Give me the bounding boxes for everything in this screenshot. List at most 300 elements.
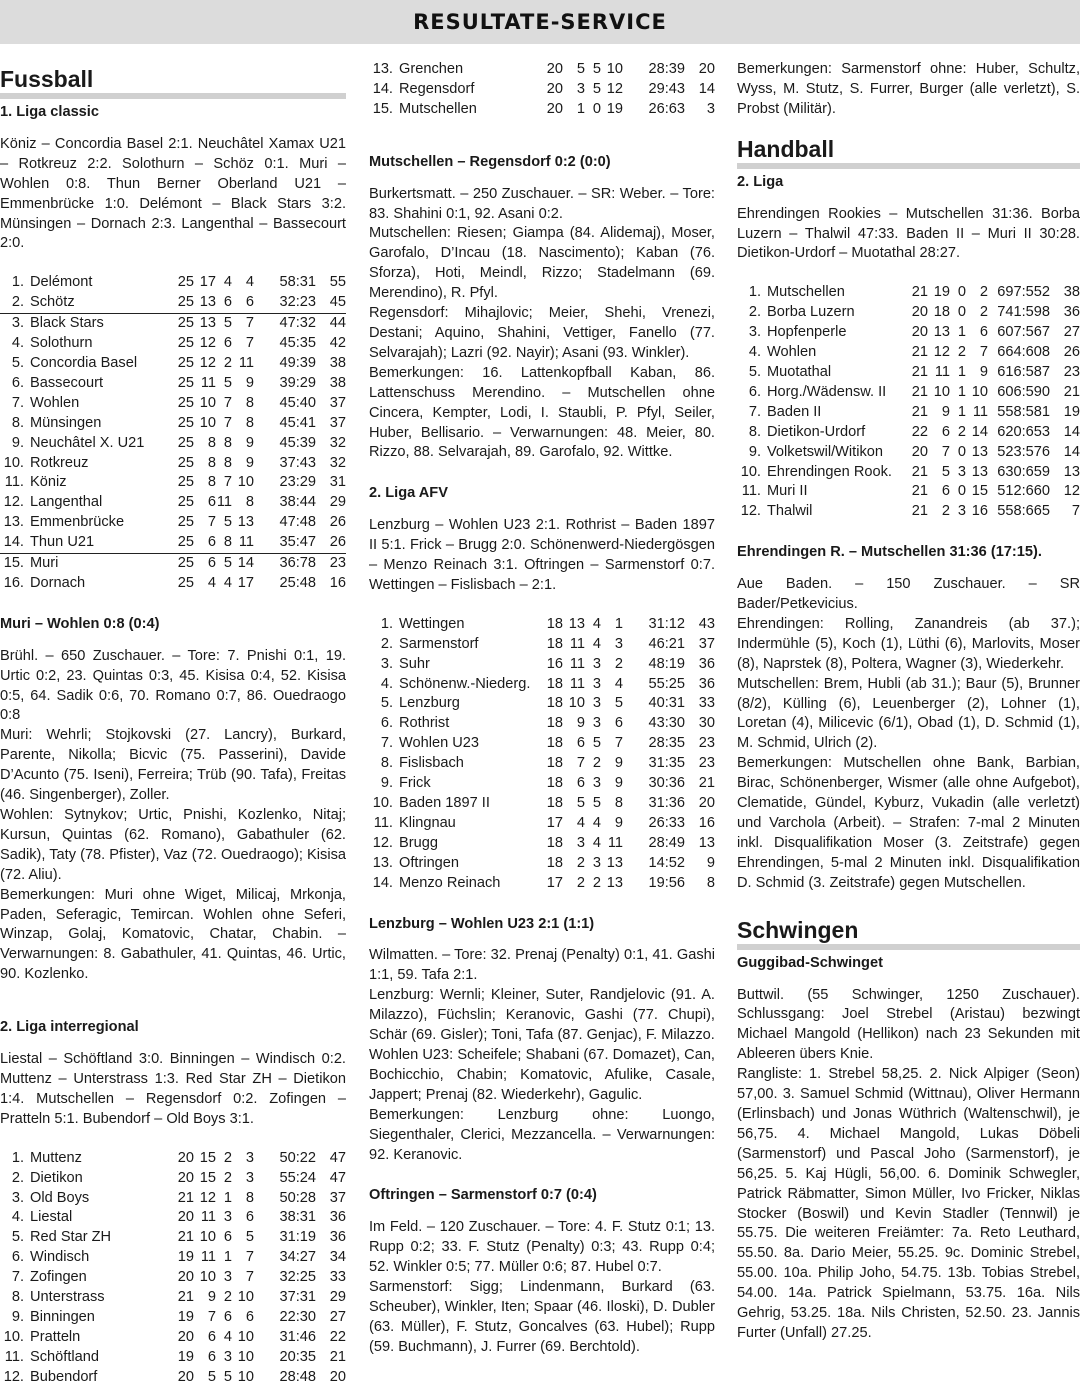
- stat-cell: 607:567: [997, 324, 1050, 341]
- rank-cell: 8.: [11, 414, 24, 431]
- rank-cell: 7.: [11, 394, 24, 411]
- team-cell: Hopfenperle: [767, 324, 847, 341]
- stat-cell: 29: [329, 494, 346, 511]
- stat-cell: 4: [223, 274, 232, 291]
- stat-cell: 6: [576, 775, 585, 792]
- table-row: [0, 1149, 346, 1169]
- team-cell: Old Boys: [30, 1189, 90, 1206]
- stat-cell: 616:587: [997, 363, 1050, 380]
- stat-cell: 45: [316, 293, 346, 313]
- stat-cell: 4: [223, 1328, 232, 1345]
- stat-cell: 4: [592, 615, 601, 632]
- stat-cell: 15: [199, 1169, 216, 1186]
- rank-cell: 11.: [4, 474, 24, 491]
- match-report: Burkertsmatt. – 250 Zuschauer. – SR: Weber. – Tore: 83. Shahini 0:1, 92. Asani 0:2.: [369, 185, 715, 222]
- stat-cell: 50:28: [279, 1189, 316, 1206]
- lineup-wohlen-u23: Wohlen U23: Scheifele; Shabani (67. Domazet), Can, Bochicchio, Chabin; Komatovic, Afulike, Casale, Jappert; Prenaj (82. Wiederkehr), Gagulic.: [369, 1046, 715, 1103]
- stat-cell: 20:35: [279, 1348, 316, 1365]
- team-cell: Mutschellen: [767, 284, 845, 301]
- table-row: [737, 363, 1080, 383]
- subheading-liga2i: 2. Liga interregional: [0, 1019, 139, 1036]
- team-cell: Emmenbrücke: [30, 514, 125, 531]
- stat-cell: 14: [1063, 443, 1080, 460]
- stat-cell: 43:30: [648, 715, 685, 732]
- table-row: [737, 343, 1080, 363]
- stat-cell: 1: [223, 1249, 232, 1266]
- table-row: [369, 80, 715, 100]
- stat-cell: 3: [957, 503, 966, 520]
- rank-cell: 4.: [380, 675, 393, 692]
- stat-cell: 25: [177, 514, 194, 531]
- stat-cell: 10: [199, 1229, 216, 1246]
- rank-cell: 12.: [740, 503, 761, 520]
- stat-cell: 10: [237, 474, 254, 491]
- stat-cell: 5: [223, 1368, 232, 1385]
- rank-cell: 5.: [11, 1229, 24, 1246]
- team-cell: Suhr: [399, 655, 430, 672]
- rank-cell: 13.: [372, 61, 393, 77]
- rank-cell: 14.: [372, 874, 393, 891]
- stat-cell: 29:43: [648, 80, 685, 97]
- stat-cell: 38: [1063, 284, 1080, 301]
- table-row: [0, 374, 346, 394]
- results-liga2i: Liestal – Schöftland 3:0. Binningen – Windisch 0:2. Muttenz – Unterstrass 1:3. Red Star ZH – Dietikon 1:4. Mutschellen – Regensdorf 0:2. Zofingen – Pratteln 5:1. Bubendorf – Old Boys 3:1.: [0, 1051, 346, 1127]
- table-row: [369, 635, 715, 655]
- stat-cell: 37: [698, 635, 715, 652]
- stat-cell: 18: [546, 795, 563, 811]
- stat-cell: 18: [546, 834, 563, 851]
- lineup-mutschellen: Mutschellen: Brem, Hubli (ab 31.); Baur (5), Brunner (8/2), Külling (6), Leuenberger (2), Lohner (1), Loretan (4), Milicevic (6/1), Obad (1), D. Schmid (1), M. Schmid, Ulrich (2).: [737, 675, 1080, 752]
- match-heading-muri-wohlen: Muri – Wohlen 0:8 (0:4): [0, 615, 160, 632]
- team-cell: Dietikon-Urdorf: [767, 423, 866, 440]
- stat-cell: 14: [237, 555, 254, 572]
- stat-cell: 10: [199, 1269, 216, 1286]
- stat-cell: 16: [971, 503, 988, 520]
- results-liga1: Köniz – Concordia Basel 2:1. Neuchâtel Xamax U21 – Rotkreuz 2:2. Solothurn – Schöz 0:1. Muri – Wohlen 0:8. Thun Berner Oberland U21 – Emmenbrücke 1:0. Delémont – Black Stars 3:2. Münsingen – Dornach 2:3. Langenthal – Bassecourt 2:0.: [0, 135, 346, 252]
- stat-cell: 32: [329, 454, 346, 471]
- team-cell: Volketswil/Witikon: [767, 443, 883, 460]
- stat-cell: 8: [223, 454, 232, 471]
- stat-cell: 21: [911, 483, 928, 500]
- stat-cell: 5: [592, 61, 601, 77]
- stat-cell: 18: [546, 735, 563, 752]
- table-row: [0, 1288, 346, 1308]
- stat-cell: 36: [698, 655, 715, 672]
- stat-cell: 13: [199, 315, 216, 332]
- match-report: Wilmatten. – Tore: 32. Prenaj (Penalty) 0:1, 41. Gashi 1:1, 59. Tafa 2:1.: [369, 947, 715, 984]
- stat-cell: 3: [576, 80, 585, 97]
- stat-cell: 32: [329, 434, 346, 451]
- stat-cell: 6: [245, 1209, 254, 1226]
- standings-table-liga2afv: [369, 615, 715, 894]
- rank-cell: 5.: [380, 695, 393, 712]
- table-row: [737, 383, 1080, 403]
- stat-cell: 7: [245, 315, 254, 332]
- stat-cell: 23:29: [279, 474, 316, 491]
- stat-cell: 11: [200, 1249, 216, 1266]
- stat-cell: 22:30: [279, 1308, 316, 1325]
- team-cell: Binningen: [30, 1308, 95, 1325]
- rank-cell: 10.: [740, 463, 761, 480]
- team-cell: Bubendorf: [30, 1368, 98, 1385]
- rank-cell: 11.: [741, 483, 761, 500]
- stat-cell: 28:49: [648, 834, 685, 851]
- stat-cell: 12: [606, 80, 623, 97]
- stat-cell: 7: [1071, 503, 1080, 520]
- table-row: [0, 293, 346, 313]
- table-row: [369, 854, 715, 874]
- column-3: [737, 60, 1080, 1344]
- table-row: [369, 694, 715, 714]
- stat-cell: 10: [199, 394, 216, 411]
- column-1: [0, 62, 346, 1388]
- stat-cell: 6: [194, 533, 216, 553]
- stat-cell: 25: [177, 374, 194, 391]
- table-row: [737, 423, 1080, 443]
- stat-cell: 7: [223, 414, 232, 431]
- stat-cell: 18: [546, 635, 563, 652]
- stat-cell: 6: [207, 494, 216, 511]
- stat-cell: 30: [698, 715, 715, 732]
- stat-cell: 6: [207, 1328, 216, 1345]
- stat-cell: 7: [245, 1269, 254, 1286]
- stat-cell: 2: [592, 874, 601, 891]
- table-row: [369, 754, 715, 774]
- stat-cell: 5: [576, 795, 585, 811]
- stat-cell: 8: [245, 394, 254, 411]
- rank-cell: 13.: [3, 514, 24, 531]
- stat-cell: 3: [245, 1169, 254, 1186]
- stat-cell: 10: [568, 695, 585, 712]
- stat-cell: 37: [329, 414, 346, 431]
- stat-cell: 14: [1063, 423, 1080, 440]
- stat-cell: 6: [207, 1348, 216, 1365]
- table-row: [369, 675, 715, 695]
- stat-cell: 6: [216, 293, 232, 313]
- table-row: [0, 273, 346, 293]
- column-2: [369, 60, 715, 1358]
- stat-cell: 8: [614, 795, 623, 811]
- stat-cell: 21: [911, 363, 928, 380]
- stat-cell: 36:78: [279, 555, 316, 572]
- rank-cell: 8.: [11, 1289, 24, 1306]
- stat-cell: 10: [933, 383, 950, 400]
- stat-cell: 18: [546, 675, 563, 692]
- table-row: [0, 554, 346, 574]
- team-cell: Unterstrass: [30, 1289, 105, 1306]
- team-cell: Black Stars: [30, 315, 104, 332]
- rank-cell: 9.: [11, 1308, 24, 1325]
- stat-cell: 16: [546, 655, 563, 672]
- table-row: [0, 434, 346, 454]
- stat-cell: 25: [177, 315, 194, 332]
- table-row: [0, 1308, 346, 1328]
- stat-cell: 39:29: [279, 374, 316, 391]
- stat-cell: 7: [614, 735, 623, 752]
- table-row: [0, 394, 346, 414]
- stat-cell: 38:44: [279, 494, 316, 511]
- stat-cell: 5: [614, 695, 623, 712]
- stat-cell: 3: [592, 655, 601, 672]
- stat-cell: 21: [911, 403, 928, 420]
- stat-cell: 23: [698, 755, 715, 772]
- team-cell: Klingnau: [399, 814, 456, 831]
- rank-cell: 3.: [11, 1189, 24, 1206]
- lineup-lenzburg: Lenzburg: Wernli; Kleiner, Suter, Randjelovic (91. A. Milazzo), Füchslin; Keranovic, Gashi (77. Chupi), Schär (69. Gisler); Toni, Tafa (87. Genjac), F. Milazzo.: [369, 987, 715, 1044]
- team-cell: Sarmenstorf: [399, 635, 479, 652]
- stat-cell: 1: [223, 1189, 232, 1206]
- table-row: [737, 323, 1080, 343]
- stat-cell: 630:659: [997, 463, 1050, 480]
- stat-cell: 7: [207, 1308, 216, 1325]
- match-heading-ehrendingen-mutschellen: Ehrendingen R. – Mutschellen 31:36 (17:15).: [737, 544, 1042, 561]
- stat-cell: 697:552: [997, 284, 1050, 301]
- stat-cell: 13: [971, 463, 988, 480]
- match-report: Aue Baden. – 150 Zuschauer. – SR Bader/Petkevicius.: [737, 576, 1080, 613]
- table-row: [737, 303, 1080, 323]
- team-cell: Baden II: [767, 403, 822, 420]
- team-cell: Frick: [399, 775, 431, 792]
- subheading-handball-liga2: 2. Liga: [737, 173, 784, 190]
- stat-cell: 12: [199, 1189, 216, 1206]
- stat-cell: 2: [614, 655, 623, 672]
- stat-cell: 25: [177, 335, 194, 352]
- team-cell: Schötz: [30, 293, 170, 313]
- stat-cell: 558:581: [997, 403, 1050, 420]
- rank-cell: 14.: [372, 80, 393, 97]
- table-row: [0, 473, 346, 493]
- rank-cell: 10.: [3, 1328, 24, 1345]
- rank-cell: 3.: [11, 315, 24, 332]
- section-title-schwingen: Schwingen: [737, 917, 1080, 950]
- stat-cell: 37:31: [279, 1289, 316, 1306]
- stat-cell: 21: [177, 1189, 194, 1206]
- stat-cell: 12: [199, 335, 216, 352]
- team-cell: Grenchen: [399, 61, 464, 77]
- stat-cell: 20: [546, 80, 563, 97]
- stat-cell: 30:36: [648, 775, 685, 792]
- stat-cell: 20: [546, 100, 563, 117]
- stat-cell: 38: [329, 354, 346, 371]
- stat-cell: 25: [177, 454, 194, 471]
- rank-cell: 8.: [748, 423, 761, 440]
- rank-cell: 4.: [748, 344, 761, 361]
- rank-cell: 1.: [11, 274, 24, 291]
- stat-cell: 2: [223, 1169, 232, 1186]
- table-row: [0, 1208, 346, 1228]
- stat-cell: 14: [971, 423, 988, 440]
- stat-cell: 0: [592, 100, 601, 117]
- stat-cell: 6: [979, 324, 988, 341]
- rank-cell: 6.: [11, 374, 24, 391]
- stat-cell: 43: [698, 615, 715, 632]
- stat-cell: 4: [207, 574, 216, 591]
- stat-cell: 14: [698, 80, 715, 97]
- team-cell: Muri: [30, 555, 59, 572]
- rank-cell: 4.: [11, 335, 24, 352]
- stat-cell: 15: [199, 1149, 216, 1166]
- team-cell: Ehrendingen Rook.: [767, 463, 892, 480]
- stat-cell: 2: [223, 1149, 232, 1166]
- table-row: [0, 314, 346, 334]
- stat-cell: 11: [569, 635, 585, 652]
- stat-cell: 12: [933, 344, 950, 361]
- stat-cell: 10: [237, 1368, 254, 1385]
- stat-cell: 3: [592, 715, 601, 732]
- table-row: [369, 874, 715, 894]
- stat-cell: 55:25: [648, 675, 685, 692]
- stat-cell: 19: [177, 1249, 194, 1266]
- stat-cell: 20: [177, 1328, 194, 1345]
- stat-cell: 11: [569, 655, 585, 672]
- stat-cell: 25: [177, 274, 194, 291]
- team-cell: Thalwil: [767, 503, 813, 520]
- table-row: [737, 283, 1080, 303]
- rank-cell: 13.: [372, 854, 393, 871]
- stat-cell: 21: [698, 775, 715, 792]
- lineup-muri: Muri: Wehrli; Stojkovski (27. Lancry), Burkard, Parente, Nikolla; Bicvic (75. Passerini), Davide D’Acunto (75. Iseni), Ferreira; Trüb (90. Tafa), Freitas (46. Singenberger), Zoller.: [0, 727, 346, 804]
- stat-cell: 34:27: [279, 1249, 316, 1266]
- stat-cell: 1: [957, 403, 966, 420]
- stat-cell: 0: [957, 284, 966, 301]
- stat-cell: 47: [329, 1149, 346, 1166]
- stat-cell: 13: [698, 834, 715, 851]
- table-row: [369, 774, 715, 794]
- stat-cell: 23: [329, 555, 346, 572]
- stat-cell: 8: [207, 434, 216, 451]
- match-heading-oftringen-sarmenstorf: Oftringen – Sarmenstorf 0:7 (0:4): [369, 1187, 597, 1204]
- stat-cell: 2: [576, 854, 585, 871]
- rank-cell: 15.: [3, 555, 24, 572]
- table-row: [0, 1248, 346, 1268]
- stat-cell: 38: [329, 374, 346, 391]
- stat-cell: 25: [177, 414, 194, 431]
- page-title: RESULTATE-SERVICE: [413, 10, 667, 34]
- stat-cell: 6: [207, 555, 216, 572]
- stat-cell: 7: [941, 443, 950, 460]
- stat-cell: 31:46: [279, 1328, 316, 1345]
- rank-cell: 2.: [0, 293, 30, 313]
- stat-cell: 13: [606, 854, 623, 871]
- table-row: [369, 60, 715, 80]
- table-row: [0, 1348, 346, 1368]
- stat-cell: 18: [546, 775, 563, 792]
- stat-cell: 558:665: [997, 503, 1050, 520]
- lineup-ehrendingen: Ehrendingen: Rolling, Zanandreis (ab 37.); Indermühle (5), Koch (1), Lüthi (6), Marlovits, Moser (8), Naprstek (8), Poltera, Wagner (3), Wiederkehr.: [737, 615, 1080, 672]
- table-row: [0, 1228, 346, 1248]
- stat-cell: 8: [245, 494, 254, 511]
- stat-cell: 3: [223, 1269, 232, 1286]
- stat-cell: 20: [177, 1368, 194, 1385]
- stat-cell: 45:35: [279, 335, 316, 352]
- stat-cell: 1: [957, 324, 966, 341]
- stat-cell: 21: [911, 383, 928, 400]
- rank-cell: 11.: [4, 1348, 24, 1365]
- stat-cell: 17: [199, 274, 216, 291]
- stat-cell: 25: [177, 394, 194, 411]
- stat-cell: 20: [329, 1368, 346, 1385]
- rank-cell: 1.: [748, 284, 761, 301]
- stat-cell: 44: [329, 315, 346, 332]
- stat-cell: 11: [238, 354, 254, 371]
- stat-cell: 18: [546, 715, 563, 732]
- stat-cell: 7: [223, 474, 232, 491]
- stat-cell: 5: [223, 374, 232, 391]
- remarks: Bemerkungen: Mutschellen ohne Bank, Barbian, Birac, Schönenberger, Wismer (alle ohne Aufgebot), Clematide, Gündel, Kyburz, Vukadin (alle verletzt) und Varchola (Arbeit). – Strafen: 7-mal 2 Minuten inkl. Disqualifikation Moser (3. Zeitstrafe) gegen Ehrendingen, 5-mal 2 Minuten inkl. Disqualifikation D. Schmid (3. Zeitstrafe) gegen Mutschellen.: [737, 755, 1080, 891]
- stat-cell: 58:31: [279, 274, 316, 291]
- team-cell: Köniz: [30, 474, 67, 491]
- table-row: [369, 655, 715, 675]
- stat-cell: 1: [957, 383, 966, 400]
- stat-cell: 12: [1063, 483, 1080, 500]
- table-row: [0, 513, 346, 533]
- stat-cell: 25: [170, 533, 194, 553]
- rank-cell: 14.: [0, 533, 30, 553]
- stat-cell: 15: [971, 483, 988, 500]
- table-row: [0, 1189, 346, 1209]
- table-row: [737, 482, 1080, 502]
- team-cell: Regensdorf: [399, 80, 475, 97]
- team-cell: Muttenz: [30, 1149, 82, 1166]
- rank-cell: 1.: [380, 615, 393, 632]
- stat-cell: 7: [576, 755, 585, 772]
- team-cell: Lenzburg: [399, 695, 460, 712]
- stat-cell: 11: [607, 834, 623, 851]
- stat-cell: 47: [329, 1169, 346, 1186]
- stat-cell: 1: [614, 615, 623, 632]
- stat-cell: 25: [177, 494, 194, 511]
- stat-cell: 19:56: [648, 874, 685, 891]
- stat-cell: 9: [614, 755, 623, 772]
- table-row: [737, 463, 1080, 483]
- stat-cell: 17: [546, 874, 563, 891]
- stat-cell: 8: [207, 454, 216, 471]
- stat-cell: 19: [933, 284, 950, 301]
- schwingen-ranking: Rangliste: 1. Strebel 58,25. 2. Nick Alpiger (Seon) 57,00. 3. Samuel Schmid (Wittnau), Oliver Hermann (Erlinsbach) und Jonas Wüthrich (Waltenschwil), je 56,75. 4. Michael Mangold, Lukas Döbeli (Sarmenstorf) und Pascal Joho (Sarmenstorf), je 56,25. 5. Kaj Hügli, 56,00. 6. Dominik Schwegler, Patrick Räbmatter, Simon Müller, Ivo Fricker, Niklas Stocker (Boswil) und Kevin Stadler (Tennwil) je 55.75. Die weiteren Freiämter: 7a. Reto Leuthard, 55.50. 8a. Dario Meier, 55.25. 9c. Dominic Strebel, 55.00. 10a. Philip Joho, 54.75. 13b. Tobias Strebel, 54.00. 14a. Patrick Spielmann, 53.75. 16a. Nils Gehrig, 53.25. 18a. Nils Christen, 52.50. 23. Jannis Furter (Unfall) 27.25.: [737, 1066, 1080, 1341]
- match-report: Im Feld. – 120 Zuschauer. – Tore: 4. F. Stutz 0:1; 13. Rupp 0:2; 33. F. Stutz (Penalty) 0:3; 43. Rupp 0:4; 52. Winkler 0:5; 77. Müller 0:6; 87. Hubel 0:7.: [369, 1219, 715, 1276]
- stat-cell: 46:21: [648, 635, 685, 652]
- match-report: Brühl. – 650 Zuschauer. – Tore: 7. Pnishi 0:1, 19. Urtic 0:2, 23. Quintas 0:3, 45. Kisisa 0:4, 52. Kisisa 0:5, 64. Sadik 0:6, 70. Romano 0:7, 86. Ouedraogo 0:8: [0, 647, 346, 724]
- stat-cell: 26: [329, 514, 346, 531]
- stat-cell: 10: [237, 1348, 254, 1365]
- stat-cell: 6: [245, 1308, 254, 1325]
- stat-cell: 38:31: [279, 1209, 316, 1226]
- table-row: [0, 533, 346, 553]
- stat-cell: 620:653: [997, 423, 1050, 440]
- table-row: [737, 502, 1080, 522]
- stat-cell: 13: [1063, 463, 1080, 480]
- stat-cell: 8: [216, 533, 232, 553]
- team-cell: Dornach: [30, 574, 86, 591]
- stat-cell: 2: [576, 874, 585, 891]
- stat-cell: 50:22: [279, 1149, 316, 1166]
- stat-cell: 7: [979, 344, 988, 361]
- stat-cell: 20: [177, 1269, 194, 1286]
- rank-cell: 6.: [11, 1249, 24, 1266]
- stat-cell: 6: [223, 1229, 232, 1246]
- stat-cell: 741:598: [997, 304, 1050, 321]
- stat-cell: 7: [245, 1249, 254, 1266]
- team-cell: Concordia Basel: [30, 354, 138, 371]
- stat-cell: 2: [592, 755, 601, 772]
- stat-cell: 32:25: [279, 1269, 316, 1286]
- stat-cell: 25:48: [279, 574, 316, 591]
- stat-cell: 21: [911, 503, 928, 520]
- stat-cell: 5: [592, 80, 601, 97]
- team-cell: Oftringen: [399, 854, 460, 871]
- results-handball: Ehrendingen Rookies – Mutschellen 31:36. Borba Luzern – Thalwil 47:33. Baden II – Muri II 30:28. Dietikon-Urdorf – Muotathal 28:27.: [737, 205, 1080, 262]
- rank-cell: 2.: [380, 635, 393, 652]
